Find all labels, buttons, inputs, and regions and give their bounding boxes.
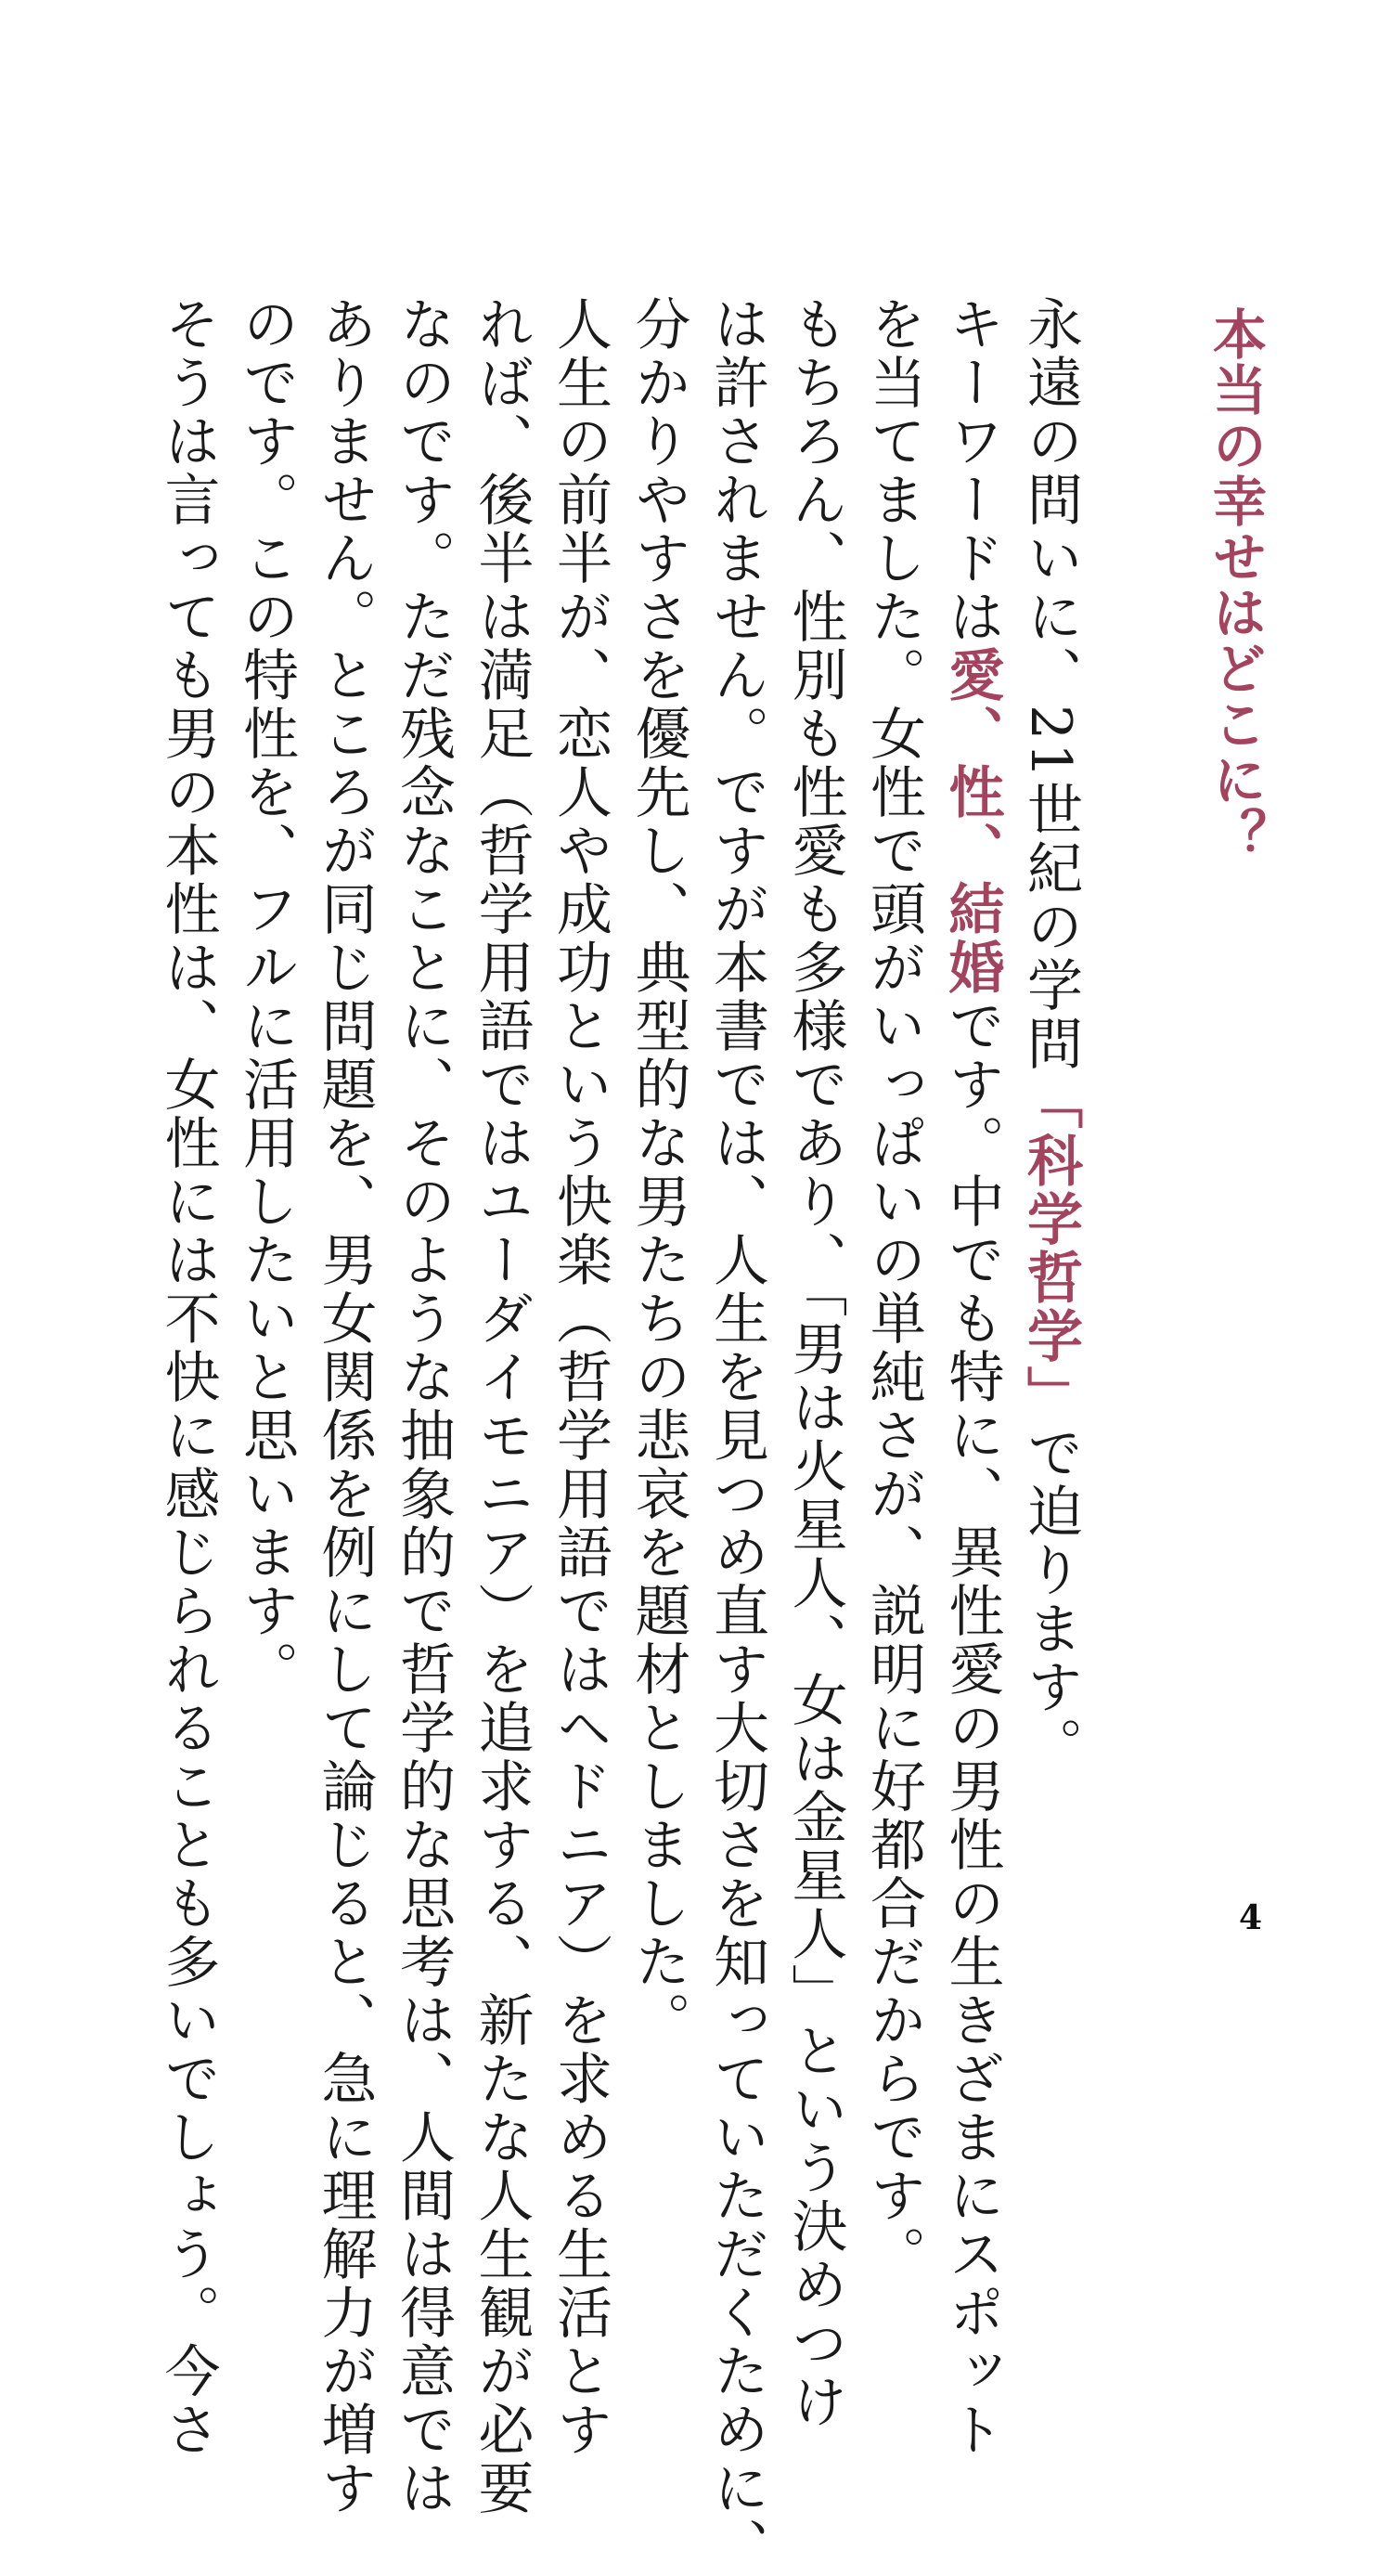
section-heading: 本当の幸せはどこに？ [1204, 306, 1267, 863]
page-number: 4 [1239, 1898, 1263, 1937]
text-line [619, 295, 698, 2050]
text-segment: を当てました。女性で頭がいっぱいの単純さが、説明に好都合だからです。 [861, 295, 926, 2284]
text-line [698, 295, 777, 2576]
text-line [1012, 295, 1090, 1929]
emphasis-text: 「科学哲学」 [1018, 1073, 1083, 1425]
text-line [541, 295, 620, 2459]
text-segment: 永遠の問いに、21世紀の学問 [1018, 295, 1083, 1074]
text-segment: 分かりやすさを優先し、典型的な男たちの悲哀を題材としました。 [625, 295, 691, 2050]
text-segment: で迫ります。 [1018, 1424, 1083, 1776]
text-line [855, 295, 934, 2284]
text-line [305, 295, 384, 2518]
text-segment: れば、後半は満足（哲学用語ではユーダイモニア）を追求する、新たな人生観が必要 [469, 295, 535, 2518]
text-segment: なのです。ただ残念なことに、そのような抽象的で哲学的な思考は、人間は得意では [391, 295, 456, 2518]
text-line [148, 295, 227, 2459]
text-segment: もちろん、性別も性愛も多様であり、「男は火星人、女は金星人」という決めつけ [782, 295, 848, 2431]
text-line [462, 295, 541, 2518]
text-segment: は許されません。ですが本書では、人生を見つめ直す大切さを知っていただくために、 [704, 295, 769, 2576]
text-line [933, 295, 1012, 2459]
text-segment: キーワードは [939, 295, 1005, 646]
text-segment: ありません。ところが同じ問題を、男女関係を例にして論じると、急に理解力が増す [312, 295, 378, 2518]
text-segment: そうは言っても男の本性は、女性には不快に感じられることも多いでしょう。今さ [155, 295, 221, 2459]
emphasis-text: 愛、性、結婚 [939, 646, 1005, 997]
body-text [148, 295, 1089, 2576]
text-segment: 人生の前半が、恋人や成功という快楽（哲学用語ではヘドニア）を求める生活とす [548, 295, 612, 2459]
text-line [227, 295, 306, 1929]
text-line [776, 295, 855, 2431]
text-segment: です。中でも特に、異性愛の男性の生きざまにスポット [939, 997, 1005, 2459]
text-segment: のです。この特性を、フルに活用したいと思います。 [234, 295, 299, 1699]
text-line [384, 295, 463, 2518]
